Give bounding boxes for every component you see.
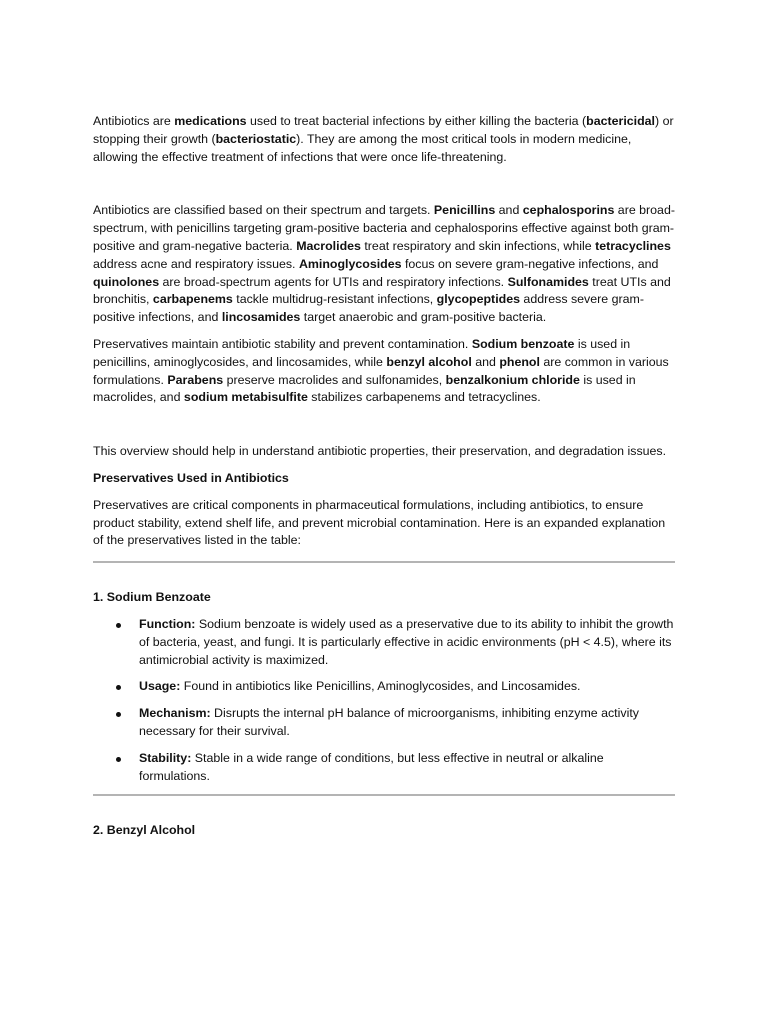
text-run: focus on severe gram-negative infections, and	[401, 256, 659, 271]
horizontal-rule	[93, 561, 675, 563]
text-run: ). They are among the most critical tools in modern medicine, allowing the effective treatment of infections that were once life-threatening.	[93, 131, 632, 164]
section-heading-sodium-benzoate: 1. Sodium Benzoate	[93, 590, 211, 605]
text-run: address acne and respiratory issues.	[93, 256, 299, 271]
list-item	[139, 705, 677, 741]
bold-term-sulfonamides: Sulfonamides	[507, 274, 589, 289]
text-run: tackle multidrug-resistant infections,	[232, 292, 437, 307]
bold-term-benzyl-alcohol: benzyl alcohol	[386, 354, 472, 369]
bullet-icon	[116, 685, 121, 690]
preservatives-intro-paragraph: Preservatives are critical components in pharmaceutical formulations, including antibiotics, to ensure product stability, extend shelf life, and prevent microbial contamination. Here is an expanded explanation of the preservatives listed in the table:	[93, 497, 666, 548]
list-item	[139, 678, 677, 696]
bold-term-bactericidal: bactericidal	[586, 114, 655, 128]
bold-term-phenol: phenol	[499, 354, 540, 369]
bold-term-glycopeptides: glycopeptides	[436, 292, 520, 307]
preservatives-summary-paragraph	[93, 336, 677, 407]
bullet-text: Stable in a wide range of conditions, but less effective in neutral or alkaline formulations.	[139, 750, 604, 783]
intro-paragraph	[93, 113, 677, 166]
overview-paragraph: This overview should help in understand antibiotic properties, their preservation, and degradation issues.	[93, 444, 667, 459]
bold-term-macrolides: Macrolides	[296, 238, 361, 253]
bullet-label: Usage:	[139, 679, 181, 694]
bold-term-quinolones: quinolones	[93, 274, 160, 289]
text-run: target anaerobic and gram-positive bacteria.	[300, 310, 547, 325]
bold-term-cephalosporins: cephalosporins	[522, 203, 615, 218]
bold-term-sodium-metabisulfite: sodium metabisulfite	[183, 390, 308, 405]
bold-term-penicillins: Penicillins	[433, 203, 496, 218]
bullet-icon	[116, 712, 121, 717]
section-heading-benzyl-alcohol: 2. Benzyl Alcohol	[93, 823, 196, 838]
text-run: treat UTIs and bronchitis,	[93, 274, 671, 307]
text-run: stabilizes carbapenems and tetracyclines.	[307, 390, 541, 405]
bullet-text: Sodium benzoate is widely used as a preservative due to its ability to inhibit the growth of bacteria, yeast, and fungi. It is particularly effective in acidic environments (pH < 4.5), where its antimicrobial activity is maximized.	[139, 616, 674, 667]
text-run: address severe gram-positive infections, and	[93, 292, 644, 325]
document-body	[93, 113, 677, 849]
text-run: used to treat bacterial infections by either killing the bacteria (	[246, 114, 587, 128]
text-run: treat respiratory and skin infections, while	[360, 238, 596, 253]
bullet-text: Disrupts the internal pH balance of microorganisms, inhibiting enzyme activity necessary for their survival.	[139, 706, 639, 738]
bold-term-benzalkonium-chloride: benzalkonium chloride	[445, 372, 580, 387]
horizontal-rule	[93, 794, 675, 796]
bold-term-sodium-benzoate: Sodium benzoate	[471, 336, 575, 351]
text-run: and	[495, 203, 523, 218]
text-run: are broad-spectrum, with penicillins targeting gram-positive bacteria and cephalosporins effective against both gram-positive and gram-negative bacteria.	[93, 203, 675, 253]
list-item	[139, 750, 677, 786]
text-run: Preservatives maintain antibiotic stability and prevent contamination.	[93, 336, 472, 351]
bullet-icon	[116, 757, 121, 762]
preservatives-heading: Preservatives Used in Antibiotics	[93, 470, 289, 485]
text-run: and	[471, 354, 500, 369]
bold-term-lincosamides: lincosamides	[221, 310, 301, 325]
bold-term-aminoglycosides: Aminoglycosides	[298, 256, 402, 271]
bullet-label: Function:	[139, 616, 196, 631]
bullet-label: Stability:	[139, 750, 192, 765]
list-item	[139, 616, 677, 669]
sodium-benzoate-bullet-list	[93, 616, 677, 785]
text-run: Antibiotics are classified based on their spectrum and targets.	[93, 203, 434, 218]
text-run: is used in penicillins, aminoglycosides, and lincosamides, while	[93, 336, 631, 369]
text-run: is used in macrolides, and	[93, 372, 636, 405]
bold-term-tetracyclines: tetracyclines	[595, 238, 671, 253]
bullet-text: Found in antibiotics like Penicillins, Aminoglycosides, and Lincosamides.	[180, 679, 581, 694]
text-run: ) or stopping their growth (	[93, 114, 674, 146]
text-run: preserve macrolides and sulfonamides,	[223, 372, 446, 387]
bold-term-parabens: Parabens	[167, 372, 224, 387]
text-run: Antibiotics are	[93, 114, 175, 128]
bullet-label: Mechanism:	[139, 706, 211, 721]
classification-paragraph	[93, 202, 677, 327]
bold-term-bacteriostatic: bacteriostatic	[215, 131, 297, 146]
bold-term-carbapenems: carbapenems	[152, 292, 233, 307]
text-run: are common in various formulations.	[93, 354, 669, 387]
bullet-icon	[116, 623, 121, 628]
bold-term-medications: medications	[174, 114, 247, 128]
text-run: are broad-spectrum agents for UTIs and respiratory infections.	[159, 274, 508, 289]
